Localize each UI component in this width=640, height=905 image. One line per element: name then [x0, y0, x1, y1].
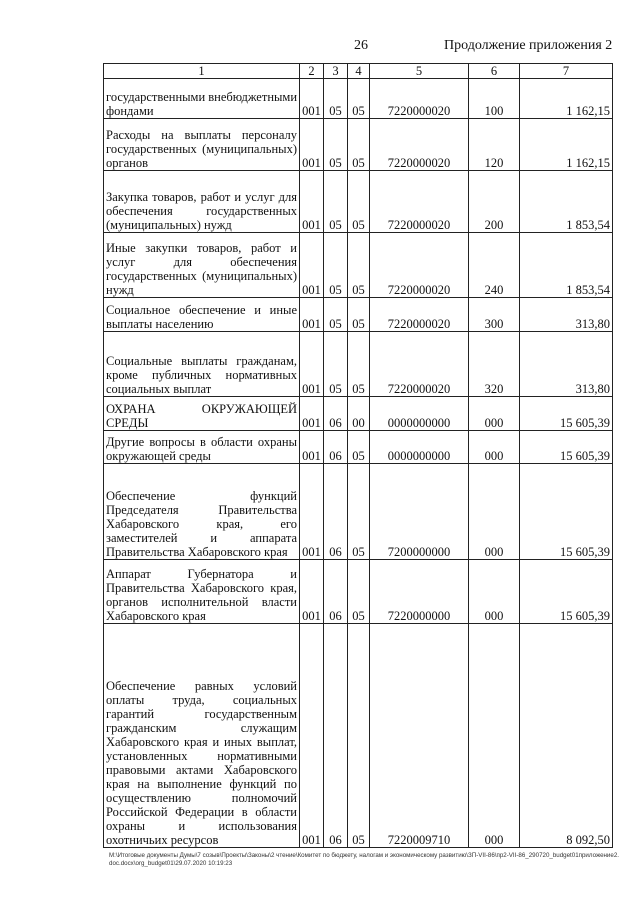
- cell-type: 000: [469, 624, 520, 848]
- cell-amount: 1 853,54: [520, 171, 613, 233]
- cell-amount: 1 162,15: [520, 119, 613, 171]
- cell-section: 06: [324, 431, 348, 464]
- table-row: [104, 397, 613, 431]
- cell-code: 001: [300, 119, 324, 171]
- cell-type: 240: [469, 233, 520, 298]
- column-header: 1: [104, 64, 300, 79]
- row-name: ОХРАНА ОКРУЖАЮЩЕЙ СРЕДЫ: [104, 397, 300, 431]
- cell-code: 001: [300, 464, 324, 560]
- cell-section: 05: [324, 79, 348, 119]
- cell-target: 7220000000: [370, 560, 469, 624]
- cell-target: 7220000020: [370, 298, 469, 332]
- cell-type: 000: [469, 397, 520, 431]
- table-row: [104, 79, 613, 119]
- column-header: 7: [520, 64, 613, 79]
- cell-target: 0000000000: [370, 431, 469, 464]
- cell-amount: 8 092,50: [520, 624, 613, 848]
- cell-type: 320: [469, 332, 520, 397]
- cell-amount: 15 605,39: [520, 431, 613, 464]
- cell-amount: 15 605,39: [520, 397, 613, 431]
- cell-amount: 313,80: [520, 332, 613, 397]
- cell-section: 06: [324, 397, 348, 431]
- row-name: Аппарат Губернатора и Правительства Хабаровского края, органов исполнительной власти Хабаровского края: [104, 560, 300, 624]
- cell-type: 000: [469, 560, 520, 624]
- cell-section: 06: [324, 560, 348, 624]
- cell-type: 000: [469, 431, 520, 464]
- cell-type: 120: [469, 119, 520, 171]
- cell-section: 05: [324, 119, 348, 171]
- cell-amount: 15 605,39: [520, 560, 613, 624]
- table-row: [104, 332, 613, 397]
- cell-subsection: 05: [348, 332, 370, 397]
- cell-section: 06: [324, 624, 348, 848]
- cell-target: 7200000000: [370, 464, 469, 560]
- cell-subsection: 00: [348, 397, 370, 431]
- column-header: 3: [324, 64, 348, 79]
- cell-code: 001: [300, 332, 324, 397]
- row-name: Закупка товаров, работ и услуг для обеспечения государственных (муниципальных) нужд: [104, 171, 300, 233]
- cell-section: 05: [324, 233, 348, 298]
- cell-subsection: 05: [348, 119, 370, 171]
- cell-section: 05: [324, 298, 348, 332]
- cell-amount: 1 162,15: [520, 79, 613, 119]
- continuation-label: Продолжение приложения 2: [444, 38, 613, 53]
- row-name: государственными внебюджетными фондами: [104, 79, 300, 119]
- cell-target: 7220000020: [370, 119, 469, 171]
- table-row: [104, 560, 613, 624]
- cell-type: 300: [469, 298, 520, 332]
- cell-code: 001: [300, 560, 324, 624]
- cell-subsection: 05: [348, 560, 370, 624]
- table-header-row: [104, 64, 613, 79]
- cell-amount: 15 605,39: [520, 464, 613, 560]
- cell-type: 200: [469, 171, 520, 233]
- cell-type: 000: [469, 464, 520, 560]
- cell-target: 7220009710: [370, 624, 469, 848]
- cell-code: 001: [300, 233, 324, 298]
- table-row: [104, 624, 613, 848]
- cell-target: 7220000020: [370, 233, 469, 298]
- file-path-footer: M:\Итоговые документы Думы\7 созыв\Проекты\Законы\2 чтение\Комитет по бюджету, налогам и экономическому развитию\ЗП-VII-86\пр2-VII-86_290720_budget01приложение2.doc.docx\org_budget01\29.07.2020 10:19:23: [109, 852, 619, 867]
- cell-code: 001: [300, 79, 324, 119]
- cell-section: 06: [324, 464, 348, 560]
- cell-subsection: 05: [348, 464, 370, 560]
- column-header: 6: [469, 64, 520, 79]
- cell-target: 7220000020: [370, 171, 469, 233]
- table-row: [104, 464, 613, 560]
- cell-amount: 313,80: [520, 298, 613, 332]
- row-name: Расходы на выплаты персоналу государственных (муниципальных) органов: [104, 119, 300, 171]
- column-header: 5: [370, 64, 469, 79]
- table-row: [104, 233, 613, 298]
- cell-target: 7220000020: [370, 79, 469, 119]
- table-row: [104, 431, 613, 464]
- row-name: Иные закупки товаров, работ и услуг для обеспечения государственных (муниципальных) нужд: [104, 233, 300, 298]
- cell-section: 05: [324, 171, 348, 233]
- row-name: Обеспечение равных условий оплаты труда, социальных гарантий государственным гражданским служащим Хабаровского края и иных выплат, установленных нормативными правовыми актами Хабаровского края на выполнение функций по осуществлению полномочий Российской Федерации в области охраны и использования охотничьих ресурсов: [104, 624, 300, 848]
- cell-target: 7220000020: [370, 332, 469, 397]
- cell-target: 0000000000: [370, 397, 469, 431]
- cell-code: 001: [300, 298, 324, 332]
- cell-code: 001: [300, 624, 324, 848]
- table-row: [104, 171, 613, 233]
- cell-code: 001: [300, 171, 324, 233]
- table-row: [104, 119, 613, 171]
- cell-code: 001: [300, 397, 324, 431]
- cell-subsection: 05: [348, 431, 370, 464]
- column-header: 4: [348, 64, 370, 79]
- row-name: Обеспечение функций Председателя Правительства Хабаровского края, его заместителей и аппарата Правительства Хабаровского края: [104, 464, 300, 560]
- cell-subsection: 05: [348, 233, 370, 298]
- cell-subsection: 05: [348, 298, 370, 332]
- row-name: Другие вопросы в области охраны окружающей среды: [104, 431, 300, 464]
- column-header: 2: [300, 64, 324, 79]
- row-name: Социальное обеспечение и иные выплаты населению: [104, 298, 300, 332]
- cell-type: 100: [469, 79, 520, 119]
- cell-subsection: 05: [348, 624, 370, 848]
- cell-section: 05: [324, 332, 348, 397]
- row-name: Социальные выплаты гражданам, кроме публичных нормативных социальных выплат: [104, 332, 300, 397]
- table-row: [104, 298, 613, 332]
- page-number: 26: [354, 38, 368, 53]
- cell-subsection: 05: [348, 79, 370, 119]
- cell-amount: 1 853,54: [520, 233, 613, 298]
- cell-code: 001: [300, 431, 324, 464]
- cell-subsection: 05: [348, 171, 370, 233]
- budget-table: [103, 63, 613, 848]
